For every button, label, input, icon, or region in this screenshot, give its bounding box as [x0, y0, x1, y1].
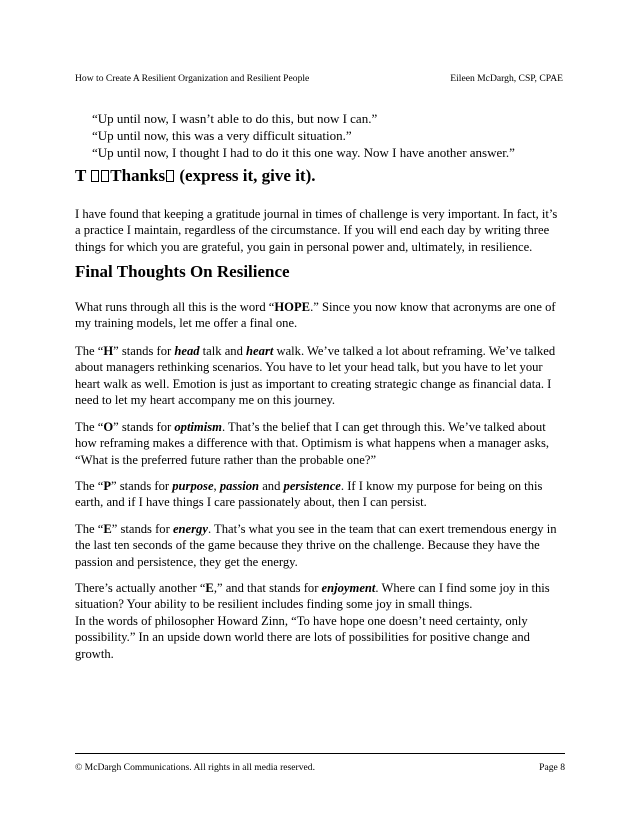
text-run: There’s actually another “	[75, 581, 206, 595]
text-run: talk and	[199, 344, 247, 358]
paragraph-line: my training models, let me offer a final one.	[75, 316, 298, 331]
gratitude-paragraph	[75, 206, 570, 255]
paragraph-line: things for which you are grateful, you gain in personal power and, ultimately, in resilience.	[75, 239, 533, 254]
p-paragraph	[75, 478, 570, 511]
running-footer	[75, 762, 565, 773]
paragraph-line: the last ten seconds of the game because they thrive on the challenge. Because they have the	[75, 538, 540, 553]
paragraph-line: In the words of philosopher Howard Zinn, “To have hope one doesn’t need certainty, only	[75, 613, 528, 628]
paragraph-line: heart walk as well. Emotion is just as important to creating strategic change as financial data. I	[75, 376, 552, 391]
footer-divider	[75, 753, 565, 754]
text-run: . That’s the belief that I can get through this. We’ve talked about	[221, 420, 546, 434]
text-run: The “	[75, 479, 104, 493]
e-paragraph	[75, 521, 570, 570]
paragraph-line: “What is the preferred future rather than the probable one?”	[75, 452, 377, 467]
thanks-heading-lead: T	[75, 166, 87, 185]
running-header	[75, 73, 563, 84]
text-run: .” Since you now know that acronyms are one of	[310, 300, 556, 314]
text-run: walk. We’ve talked a lot about reframing. We’ve talked	[273, 344, 556, 358]
emphasis-word: passion	[219, 479, 260, 493]
quote-list	[92, 110, 515, 161]
acronym-letter: E	[103, 522, 112, 536]
text-run: ,” and that stands for	[213, 581, 322, 595]
paragraph-line: growth.	[75, 646, 114, 661]
paragraph-line: how reframing makes a difference with that. Optimism is what happens when a manager asks,	[75, 436, 549, 451]
paragraph-line: I have found that keeping a gratitude journal in times of challenge is very important. In fact, it’s	[75, 207, 558, 221]
emphasis-word: persistence	[283, 479, 341, 493]
text-run: The “	[75, 522, 104, 536]
paragraph-line	[75, 580, 570, 596]
quote-line: “Up until now, this was a very difficult situation.”	[92, 128, 352, 143]
text-run: . If I know my purpose for being on this	[340, 479, 543, 493]
acronym-letter: O	[103, 420, 114, 434]
paragraph-line	[75, 478, 570, 494]
quote-line: “Up until now, I wasn’t able to do this, but now I can.”	[92, 111, 378, 126]
paragraph-line	[75, 299, 570, 315]
hope-word: HOPE	[274, 300, 311, 314]
thanks-heading-rest: (express it, give it).	[179, 166, 316, 185]
text-run: What runs through all this is the word “	[75, 300, 275, 314]
o-paragraph	[75, 419, 570, 468]
emphasis-word: purpose	[172, 479, 214, 493]
missing-glyph-icon	[91, 170, 99, 182]
header-title: How to Create A Resilient Organization and Resilient People	[75, 73, 310, 84]
paragraph-line	[75, 419, 570, 435]
text-run: ” stands for	[113, 420, 175, 434]
text-run: The “	[75, 344, 104, 358]
thanks-heading-word: Thanks	[110, 166, 166, 185]
emphasis-word: heart	[246, 344, 274, 358]
acronym-letter: P	[103, 479, 112, 493]
paragraph-line: passion and persistence, they get the energy.	[75, 554, 298, 569]
text-run: ” stands for	[111, 479, 173, 493]
header-author: Eileen McDargh, CSP, CPAE	[450, 73, 563, 84]
quote-line: “Up until now, I thought I had to do it this one way. Now I have another answer.”	[92, 145, 515, 160]
emphasis-word: energy	[172, 522, 208, 536]
enjoyment-paragraph	[75, 580, 570, 662]
acronym-letter: H	[103, 344, 114, 358]
text-run: ” stands for	[113, 344, 175, 358]
paragraph-line: about managers rethinking scenarios. You have to let your head talk, but you have to let your	[75, 360, 543, 375]
emphasis-word: enjoyment	[321, 581, 376, 595]
text-run: ,	[213, 479, 220, 493]
emphasis-word: optimism	[174, 420, 222, 434]
text-run: The “	[75, 420, 104, 434]
text-run: ” stands for	[111, 522, 173, 536]
emphasis-word: head	[174, 344, 200, 358]
footer-copyright: © McDargh Communications. All rights in all media reserved.	[75, 762, 315, 773]
paragraph-line: need to let my heart accompany me on this journey.	[75, 393, 336, 408]
text-run: . That’s what you see in the team that can exert tremendous energy in	[207, 522, 557, 536]
paragraph-line	[75, 343, 570, 359]
final-thoughts-heading: Final Thoughts On Resilience	[75, 262, 290, 281]
missing-glyph-icon	[101, 170, 109, 182]
hope-paragraph	[75, 299, 570, 332]
paragraph-line: earth, and if I have things I care passionately about, then I can persist.	[75, 495, 427, 510]
paragraph-line: situation? Your ability to be resilient includes finding some joy in small things.	[75, 597, 473, 612]
paragraph-line: a practice I maintain, regardless of the circumstance. If you will end each day by writing three	[75, 223, 550, 238]
h-paragraph	[75, 343, 570, 409]
page-number: Page 8	[539, 762, 565, 773]
thanks-heading	[75, 166, 316, 186]
missing-glyph-icon	[166, 170, 174, 182]
acronym-letter: E	[205, 581, 214, 595]
paragraph-line: possibility.” In an upside down world there are lots of possibilities for positive change and	[75, 630, 530, 645]
text-run: . Where can I find some joy in this	[375, 581, 550, 595]
text-run: and	[259, 479, 284, 493]
paragraph-line	[75, 521, 570, 537]
